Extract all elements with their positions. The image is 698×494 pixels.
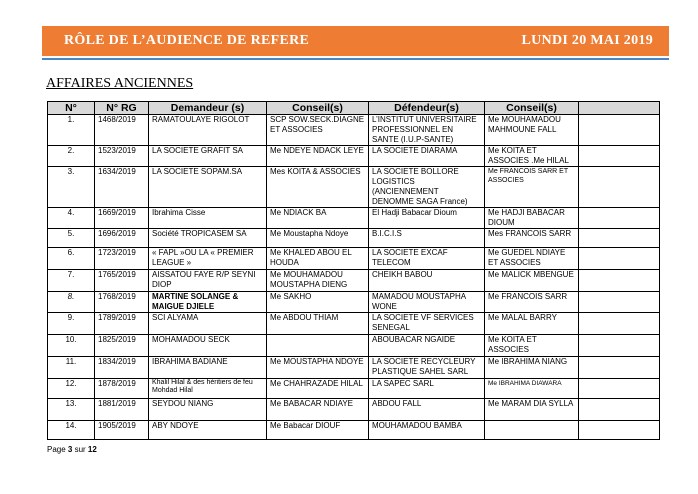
extra-cell (579, 421, 660, 440)
extra-cell (579, 399, 660, 421)
extra-cell (579, 167, 660, 208)
case-rg: 1905/2019 (95, 421, 149, 440)
plaintiff: AISSATOU FAYE R/P SEYNI DIOP (149, 270, 267, 292)
defendant-counsel (485, 421, 579, 440)
footer-separator: sur (72, 445, 88, 454)
defendant: LA SOCIETE EXCAF TELECOM (369, 248, 485, 270)
col-header-rg: N° RG (95, 102, 149, 115)
case-rg: 1878/2019 (95, 379, 149, 399)
col-header-defendant-counsel: Conseil(s) (485, 102, 579, 115)
extra-cell (579, 292, 660, 313)
table-row (48, 313, 660, 335)
header-rule (42, 58, 669, 60)
defendant-counsel: Me KOITA ET ASSOCIES (485, 335, 579, 357)
section-title: AFFAIRES ANCIENNES (46, 76, 194, 91)
hearing-date: LUNDI 20 MAI 2019 (521, 33, 653, 48)
case-number: 1. (48, 115, 95, 146)
case-number: 13. (48, 399, 95, 421)
col-header-plaintiff-counsel: Conseil(s) (267, 102, 369, 115)
page-footer (47, 445, 97, 454)
defendant: LA SOCIETE RECYCLEURY PLASTIQUE SAHEL SARL (369, 357, 485, 379)
defendant-counsel: Me MOUHAMADOU MAHMOUNE FALL (485, 115, 579, 146)
case-rg: 1789/2019 (95, 313, 149, 335)
defendant: B.I.C.I.S (369, 229, 485, 248)
case-number: 9. (48, 313, 95, 335)
col-header-number: N° (48, 102, 95, 115)
plaintiff: LA SOCIETE GRAFIT SA (149, 146, 267, 167)
plaintiff-counsel: Me NDEYE NDACK LEYE (267, 146, 369, 167)
plaintiff-counsel: Me CHAHRAZADE HILAL (267, 379, 369, 399)
defendant: ABDOU FALL (369, 399, 485, 421)
table-row (48, 208, 660, 229)
footer-prefix: Page (47, 445, 68, 454)
defendant-counsel: Me FRANCOIS SARR (485, 292, 579, 313)
defendant: ABOUBACAR NGAIDE (369, 335, 485, 357)
defendant: MOUHAMADOU BAMBA (369, 421, 485, 440)
case-rg: 1834/2019 (95, 357, 149, 379)
defendant-counsel: Me MARAM DIA SYLLA (485, 399, 579, 421)
plaintiff: Khalil Hilal & des héritiers de feu Mohdad Hilal (149, 379, 267, 399)
table-row (48, 248, 660, 270)
extra-cell (579, 115, 660, 146)
plaintiff: SCI ALYAMA (149, 313, 267, 335)
case-number: 8. (48, 292, 95, 313)
table-row (48, 167, 660, 208)
plaintiff: « FAPL »OU LA « PREMIER LEAGUE » (149, 248, 267, 270)
defendant-counsel: Me MALICK MBENGUE (485, 270, 579, 292)
defendant: LA SOCIETE VF SERVICES SENEGAL (369, 313, 485, 335)
table-row (48, 292, 660, 313)
defendant-counsel: Me KOITA ET ASSOCIES .Me HILAL (485, 146, 579, 167)
case-rg: 1723/2019 (95, 248, 149, 270)
extra-cell (579, 248, 660, 270)
extra-cell (579, 146, 660, 167)
plaintiff-counsel: Me BABACAR NDIAYE (267, 399, 369, 421)
plaintiff-counsel: Me Babacar DIOUF (267, 421, 369, 440)
extra-cell (579, 379, 660, 399)
case-rg: 1523/2019 (95, 146, 149, 167)
case-rg: 1468/2019 (95, 115, 149, 146)
case-number: 2. (48, 146, 95, 167)
table-row (48, 270, 660, 292)
plaintiff-counsel: Me KHALED ABOU EL HOUDA (267, 248, 369, 270)
plaintiff: IBRAHIMA BADIANE (149, 357, 267, 379)
defendant-counsel: Me MALAL BARRY (485, 313, 579, 335)
document-title: RÔLE DE L’AUDIENCE DE REFERE (64, 33, 310, 48)
extra-cell (579, 208, 660, 229)
defendant-counsel: Me IBRAHIMA DIAWARA (485, 379, 579, 399)
case-rg: 1825/2019 (95, 335, 149, 357)
defendant: El Hadji Babacar Dioum (369, 208, 485, 229)
extra-cell (579, 229, 660, 248)
table-row (48, 146, 660, 167)
table-row (48, 115, 660, 146)
case-number: 4. (48, 208, 95, 229)
case-number: 5. (48, 229, 95, 248)
table-row (48, 357, 660, 379)
table-row (48, 399, 660, 421)
plaintiff: SEYDOU NIANG (149, 399, 267, 421)
extra-cell (579, 270, 660, 292)
case-rg: 1696/2019 (95, 229, 149, 248)
plaintiff-counsel: Me MOUSTAPHA NDOYE (267, 357, 369, 379)
plaintiff-counsel: Me SAKHO (267, 292, 369, 313)
case-rg: 1765/2019 (95, 270, 149, 292)
plaintiff: MOHAMADOU SECK (149, 335, 267, 357)
defendant: CHEIKH BABOU (369, 270, 485, 292)
plaintiff-counsel: Me Moustapha Ndoye (267, 229, 369, 248)
extra-cell (579, 335, 660, 357)
plaintiff: LA SOCIETE SOPAM.SA (149, 167, 267, 208)
plaintiff: Société TROPICASEM SA (149, 229, 267, 248)
defendant: LA SOCIETE DIARAMA (369, 146, 485, 167)
plaintiff-counsel: Me MOUHAMADOU MOUSTAPHA DIENG (267, 270, 369, 292)
defendant-counsel: Me GUEDEL NDIAYE ET ASSOCIES (485, 248, 579, 270)
defendant-counsel: Me HADJI BABACAR DIOUM (485, 208, 579, 229)
extra-cell (579, 357, 660, 379)
case-number: 14. (48, 421, 95, 440)
plaintiff: MARTINE SOLANGE & MAIGUE DJIELE (149, 292, 267, 313)
table-row (48, 421, 660, 440)
case-number: 10. (48, 335, 95, 357)
case-number: 7. (48, 270, 95, 292)
plaintiff: ABY NDOYE (149, 421, 267, 440)
plaintiff-counsel (267, 335, 369, 357)
defendant: LA SOCIETE BOLLORE LOGISTICS (ANCIENNEMENT DENOMME SAGA France) (369, 167, 485, 208)
col-header-extra (579, 102, 660, 115)
extra-cell (579, 313, 660, 335)
table-header-row (48, 102, 660, 115)
table-row (48, 335, 660, 357)
plaintiff: Ibrahima Cisse (149, 208, 267, 229)
defendant-counsel: Me FRANCOIS SARR ET ASSOCIES (485, 167, 579, 208)
defendant: MAMADOU MOUSTAPHA WONE (369, 292, 485, 313)
case-number: 11. (48, 357, 95, 379)
case-rg: 1669/2019 (95, 208, 149, 229)
cases-table (47, 101, 660, 440)
case-rg: 1634/2019 (95, 167, 149, 208)
col-header-plaintiff: Demandeur (s) (149, 102, 267, 115)
defendant: LA SAPEC SARL (369, 379, 485, 399)
plaintiff: RAMATOULAYE RIGOLOT (149, 115, 267, 146)
plaintiff-counsel: Me ABDOU THIAM (267, 313, 369, 335)
case-number: 3. (48, 167, 95, 208)
defendant-counsel: Mes FRANCOIS SARR (485, 229, 579, 248)
case-rg: 1768/2019 (95, 292, 149, 313)
plaintiff-counsel: SCP SOW.SECK.DIAGNE ET ASSOCIES (267, 115, 369, 146)
table-row (48, 379, 660, 399)
defendant: L’INSTITUT UNIVERSITAIRE PROFESSIONNEL EN SANTE (I.U.P-SANTE) (369, 115, 485, 146)
defendant-counsel: Me IBRAHIMA NIANG (485, 357, 579, 379)
col-header-defendant: Défendeur(s) (369, 102, 485, 115)
case-rg: 1881/2019 (95, 399, 149, 421)
total-pages: 12 (87, 445, 97, 454)
current-page: 3 (67, 445, 73, 454)
case-number: 12. (48, 379, 95, 399)
plaintiff-counsel: Me NDIACK BA (267, 208, 369, 229)
header-banner (42, 26, 669, 56)
case-number: 6. (48, 248, 95, 270)
plaintiff-counsel: Mes KOITA & ASSOCIES (267, 167, 369, 208)
table-row (48, 229, 660, 248)
